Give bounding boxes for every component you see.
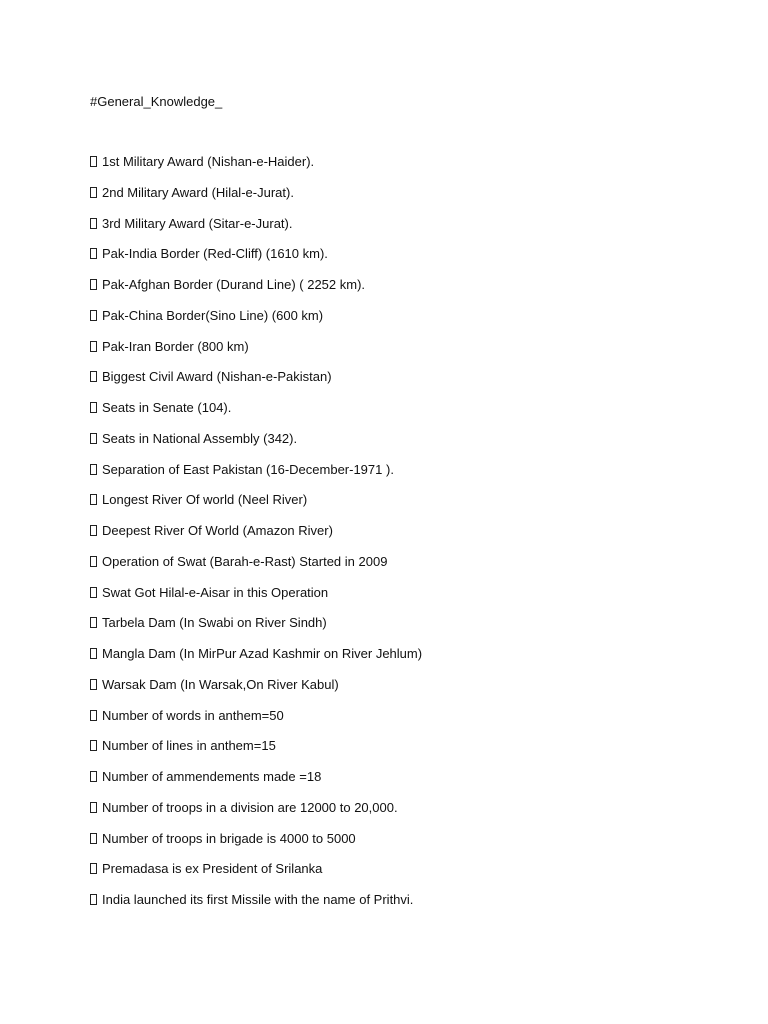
list-item-text: 2nd Military Award (Hilal-e-Jurat). [102,184,294,200]
list-item-text: 1st Military Award (Nishan-e-Haider). [102,154,315,169]
list-item [90,584,422,615]
checkbox-glyph-icon [90,464,97,475]
checkbox-glyph-icon [90,556,97,567]
list-item-text: Swat Got Hilal-e-Aisar in this Operation [102,584,329,600]
checkbox-glyph-icon [90,679,97,690]
list-item [90,245,422,276]
checkbox-glyph-icon [90,648,97,659]
list-item-text: Mangla Dam (In MirPur Azad Kashmir on River Jehlum) [102,646,423,661]
list-item [90,676,422,707]
list-item-text: Premadasa is ex President of Srilanka [102,861,323,877]
list-item [90,461,422,492]
checkbox-glyph-icon [90,525,97,536]
checkbox-glyph-icon [90,894,97,905]
document-title: #General_Knowledge_ [90,94,223,109]
list-item-text: Number of lines in anthem=15 [102,738,276,754]
checkbox-glyph-icon [90,371,97,382]
list-item-text: Seats in National Assembly (342). [102,430,298,446]
list-item-text: Number of words in anthem=50 [102,707,284,723]
list-item [90,737,422,768]
list-item [90,860,422,891]
list-item-text: 3rd Military Award (Sitar-e-Jurat). [102,215,293,231]
list-item-text: Number of troops in a division are 12000 to 20,000. [102,799,398,815]
checkbox-glyph-icon [90,310,97,321]
list-item [90,491,422,522]
checkbox-glyph-icon [90,587,97,598]
checkbox-glyph-icon [90,710,97,721]
list-item-text: Warsak Dam (In Warsak,On River Kabul) [102,676,339,692]
checkbox-glyph-icon [90,433,97,444]
list-item [90,891,422,922]
list-item [90,430,422,461]
list-item [90,307,422,338]
list-item-text: Operation of Swat (Barah-e-Rast) Started in 2009 [102,553,388,569]
list-item-text: Tarbela Dam (In Swabi on River Sindh) [102,615,327,631]
checkbox-glyph-icon [90,863,97,874]
list-item [90,522,422,553]
list-item-text: Pak-Afghan Border (Durand Line) ( 2252 km). [102,277,366,292]
checkbox-glyph-icon [90,833,97,844]
list-item-text: Longest River Of world (Neel River) [102,492,308,508]
list-item [90,830,422,861]
checkbox-glyph-icon [90,248,97,259]
list-item [90,768,422,799]
list-item [90,614,422,645]
checkbox-glyph-icon [90,617,97,628]
list-item-text: Biggest Civil Award (Nishan-e-Pakistan) [102,369,332,385]
list-item [90,645,422,676]
checkbox-glyph-icon [90,494,97,505]
checkbox-glyph-icon [90,187,97,198]
list-item [90,707,422,738]
list-item [90,184,422,215]
list-item-text: Pak-India Border (Red-Cliff) (1610 km). [102,246,328,262]
list-item-text: Deepest River Of World (Amazon River) [102,523,333,538]
list-item-text: Number of troops in brigade is 4000 to 5000 [102,830,356,846]
list-item-text: Pak-Iran Border (800 km) [102,338,249,354]
list-item [90,215,422,246]
fact-list [90,153,422,922]
checkbox-glyph-icon [90,740,97,751]
list-item-text: Pak-China Border(Sino Line) (600 km) [102,307,324,323]
list-item [90,338,422,369]
list-item-text: Seats in Senate (104). [102,400,232,415]
list-item [90,553,422,584]
list-item [90,399,422,430]
checkbox-glyph-icon [90,279,97,290]
list-item-text: India launched its first Missile with the name of Prithvi. [102,892,414,907]
list-item-text: Separation of East Pakistan (16-December-1971 ). [102,461,394,477]
list-item-text: Number of ammendements made =18 [102,769,322,784]
checkbox-glyph-icon [90,771,97,782]
list-item [90,153,422,184]
checkbox-glyph-icon [90,402,97,413]
list-item [90,799,422,830]
checkbox-glyph-icon [90,341,97,352]
checkbox-glyph-icon [90,802,97,813]
checkbox-glyph-icon [90,156,97,167]
list-item [90,276,422,307]
list-item [90,368,422,399]
checkbox-glyph-icon [90,218,97,229]
